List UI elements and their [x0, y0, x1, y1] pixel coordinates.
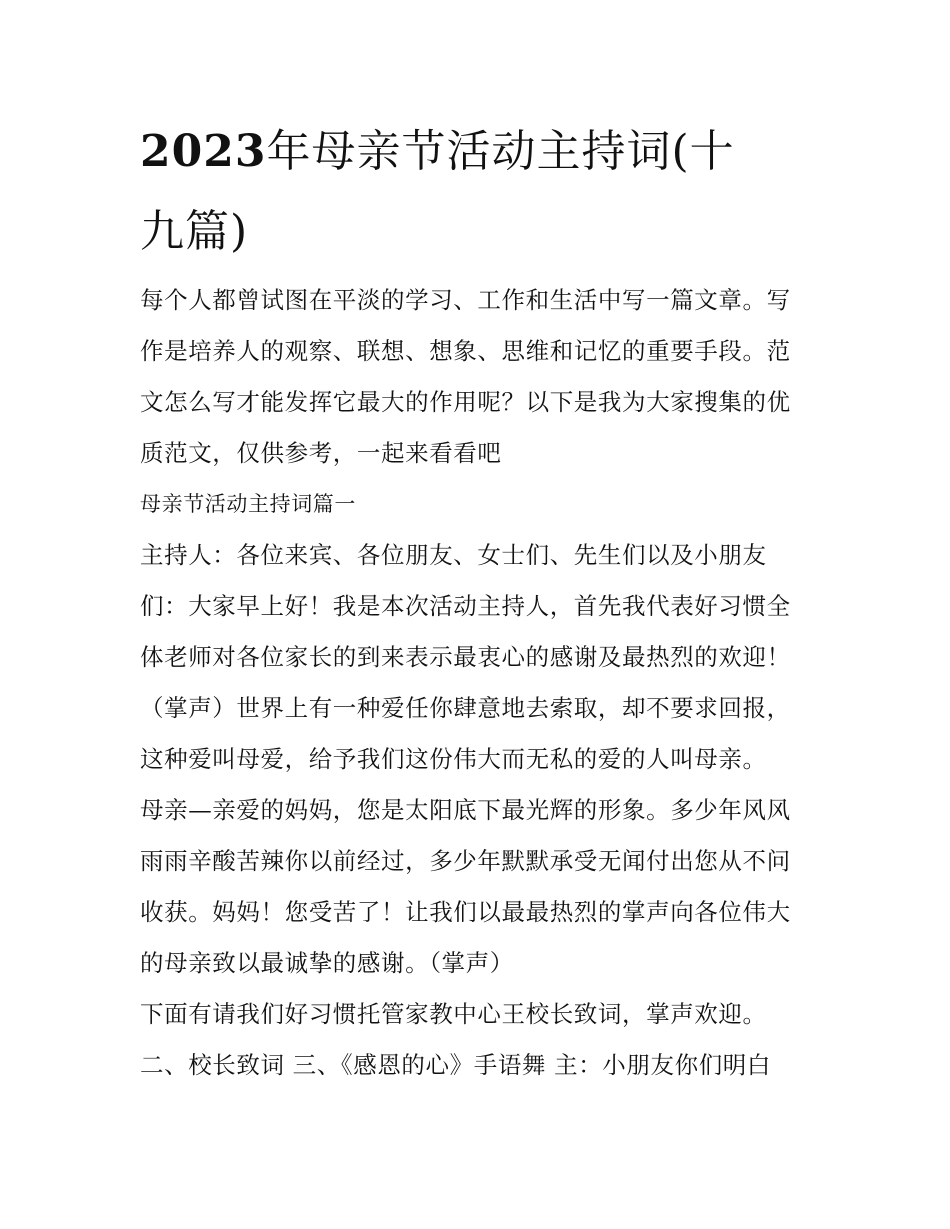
body-line: 们：大家早上好！我是本次活动主持人，首先我代表好习惯全 — [140, 592, 791, 620]
body-line: 文怎么写才能发挥它最大的作用呢？以下是我为大家搜集的优 — [140, 388, 791, 416]
body-line: （掌声）世界上有一种爱任你肆意地去索取，却不要求回报， — [140, 694, 791, 722]
body-line: 的母亲致以最诚挚的感谢。（掌声） — [140, 949, 514, 977]
document-body — [140, 275, 820, 1091]
body-line: 质范文，仅供参考，一起来看看吧 — [140, 439, 502, 467]
body-line: 主持人：各位来宾、各位朋友、女士们、先生们以及小朋友 — [140, 541, 767, 569]
body-line: 体老师对各位家长的到来表示最衷心的感谢及最热烈的欢迎！ — [140, 643, 791, 671]
body-line: 雨雨辛酸苦辣你以前经过，多少年默默承受无闻付出您从不问 — [140, 847, 791, 875]
body-line: 作是培养人的观察、联想、想象、思维和记忆的重要手段。范 — [140, 337, 791, 365]
title-text-line2: 九篇) — [140, 206, 249, 257]
body-line: 收获。妈妈！您受苦了！让我们以最最热烈的掌声向各位伟大 — [140, 898, 791, 926]
body-line: 下面有请我们好习惯托管家教中心王校长致词，掌声欢迎。 — [140, 1000, 767, 1028]
body-line: 二、校长致词 三、《感恩的心》手语舞 主：小朋友你们明白 — [140, 1051, 771, 1079]
body-line: 这种爱叫母爱，给予我们这份伟大而无私的爱的人叫母亲。 — [140, 745, 767, 773]
title-year: 2023 — [140, 126, 267, 177]
body-line: 每个人都曾试图在平淡的学习、工作和生活中写一篇文章。写 — [140, 286, 791, 314]
section-heading: 母亲节活动主持词篇一 — [140, 492, 356, 516]
title-text-line1: 年母亲节活动主持词(十 — [266, 126, 735, 177]
document-title — [140, 112, 820, 272]
body-line: 母亲—亲爱的妈妈，您是太阳底下最光辉的形象。多少年风风 — [140, 796, 791, 824]
